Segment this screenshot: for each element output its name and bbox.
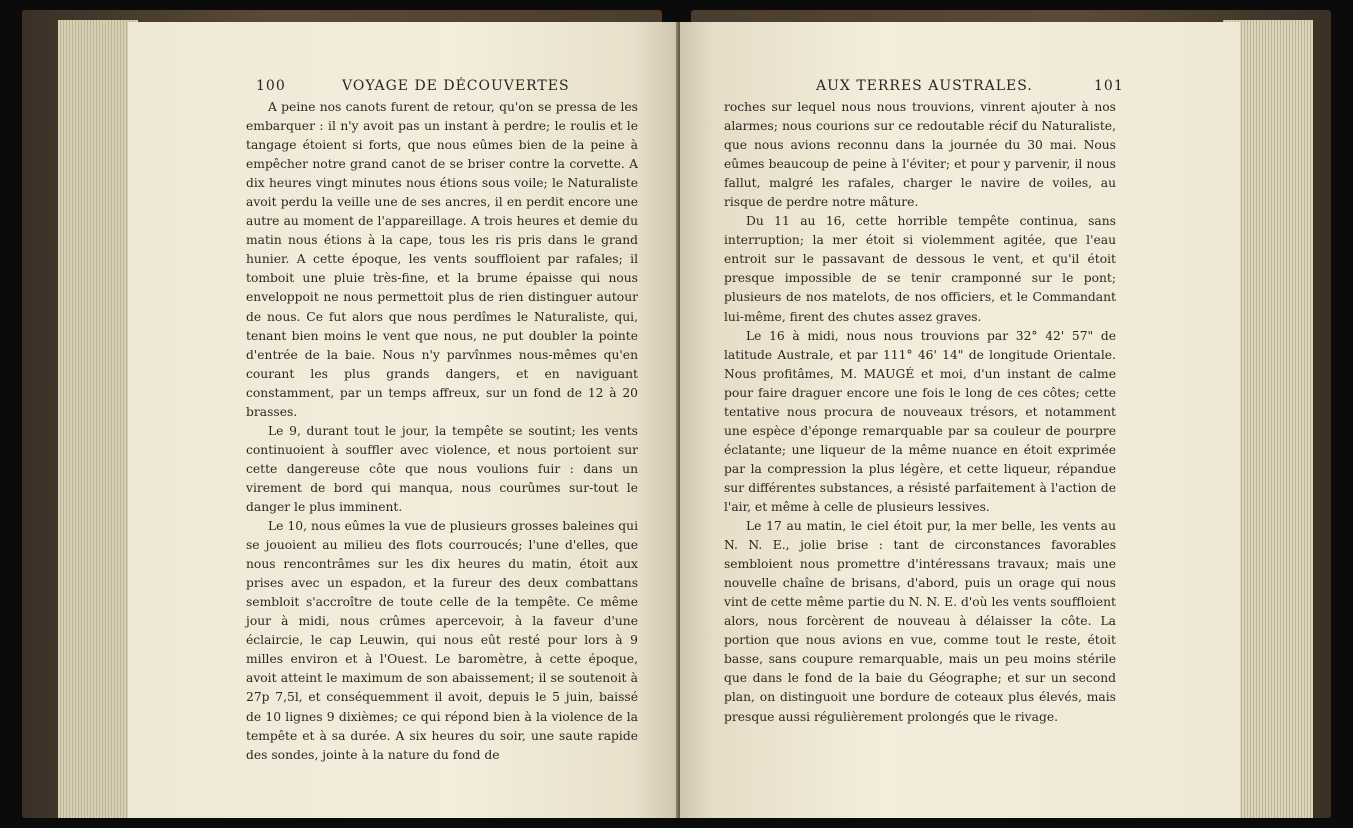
right-page-number: 101 (1094, 78, 1124, 94)
right-running-title: AUX TERRES AUSTRALES. (816, 78, 1033, 94)
paragraph: Du 11 au 16, cette horrible tempête continua, sans interruption; la mer étoit si violemment agitée, que l'eau entroit sur le passavant de dessous le vent, et qu'il étoit presque impossible de se tenir cramponné sur le pont; plusieurs de nos matelots, de nos officiers, et le Commandant lui-même, firent des chutes assez graves. (724, 214, 1116, 324)
left-page-number: 100 (256, 78, 286, 94)
paragraph: roches sur lequel nous nous trouvions, vinrent ajouter à nos alarmes; nous courions sur ce redoutable récif du Naturaliste, que nous avions reconnu dans la journée du 30 mai. Nous eûmes beaucoup de peine à l'éviter; et pour y parvenir, il nous fallut, malgré les rafales, charger le navire de voiles, au risque de perdre notre mâture. (724, 100, 1116, 210)
paragraph: Le 10, nous eûmes la vue de plusieurs grosses baleines qui se jouoient au milieu des flots courroucés; l'une d'elles, que nous rencontrâmes sur les dix heures du matin, étoit aux prises avec un espadon, et la fureur des deux combattans sembloit s'accroître de toute celle de la tempête. Ce même jour à midi, nous crûmes apercevoir, à la faveur d'une éclaircie, le cap Leuwin, qui nous eût resté pour lors à 9 milles environ et à l'Ouest. Le baromètre, à cette époque, avoit atteint le maximum de son abaissement; il se soutenoit à 27p 7,5l, et conséquemment il avoit, depuis le 5 juin, baissé de 10 lignes 9 dixièmes; ce qui répond bien à la violence de la tempête et à sa durée. A six heures du soir, une saute rapide des sondes, jointe à la nature du fond de (246, 519, 638, 762)
paragraph: Le 17 au matin, le ciel étoit pur, la mer belle, les vents au N. N. E., jolie brise : tant de circonstances favorables sembloient nous promettre d'intéressans travaux; mais une nouvelle chaîne de brisans, d'abord, puis un orage qui nous vint de cette même partie du N. N. E. d'où les vents souffloient alors, nous forcèrent de nouveau à délaisser la côte. La portion que nous avions en vue, comme tout le reste, étoit basse, sans coupure remarquable, mais un peu moins stérile que dans le fond de la baie du Géographe; et sur un second plan, on distinguoit une bordure de coteaux plus élevés, mais presque aussi régulièrement prolongés que le rivage. (724, 519, 1116, 724)
page-edges-left (58, 20, 138, 818)
left-page (128, 22, 678, 818)
right-page-text (724, 98, 1116, 727)
paragraph: Le 16 à midi, nous nous trouvions par 32° 42' 57" de latitude Australe, et par 111° 46' 14" de longitude Orientale. Nous profitâmes, M. MAUGÉ et moi, d'un instant de calme pour faire draguer encore une fois le long de ces côtes; cette tentative nous procura de nouveaux trésors, et notamment une espèce d'éponge remarquable par sa couleur de pourpre éclatante; une liqueur de la même nuance en étoit exprimée par la compression la plus légère, et cette liqueur, répandue sur différentes substances, a résisté parfaitement à l'action de l'air, et même à celle de plusieurs lessives. (724, 328, 1116, 514)
left-page-header (128, 78, 678, 100)
left-running-title: VOYAGE DE DÉCOUVERTES (342, 78, 570, 94)
paragraph: Le 9, durant tout le jour, la tempête se soutint; les vents continuoient à souffler avec violence, et nous portoient sur cette dangereuse côte que nous voulions fuir : dans un virement de bord qui manqua, nous courûmes sur-tout le danger le plus imminent. (246, 423, 638, 514)
paragraph: A peine nos canots furent de retour, qu'on se pressa de les embarquer : il n'y avoit pas un instant à perdre; le roulis et le tangage étoient si forts, que nous eûmes bien de la peine à empêcher notre grand canot de se briser contre la corvette. A dix heures vingt minutes nous étions sous voile; le Naturaliste avoit perdu la veille une de ses ancres, il en perdit encore une autre au moment de l'appareillage. A trois heures et demie du matin nous étions à la cape, tous les ris pris dans le grand hunier. A cette époque, les vents souffloient par rafales; il tomboit une pluie très-fine, et la brume épaisse qui nous enveloppoit ne nous permettoit plus de rien distinguer autour de nous. Ce fut alors que nous perdîmes le Naturaliste, qui, tenant bien moins le vent que nous, ne put doubler la pointe d'entrée de la baie. Nous n'y parvînmes nous-mêmes qu'en courant les plus grands dangers, et en naviguant constamment, par un temps affreux, sur un fond de 12 à 20 brasses. (246, 100, 638, 419)
right-page (680, 22, 1240, 818)
left-page-text (246, 98, 638, 765)
right-page-header (680, 78, 1240, 100)
